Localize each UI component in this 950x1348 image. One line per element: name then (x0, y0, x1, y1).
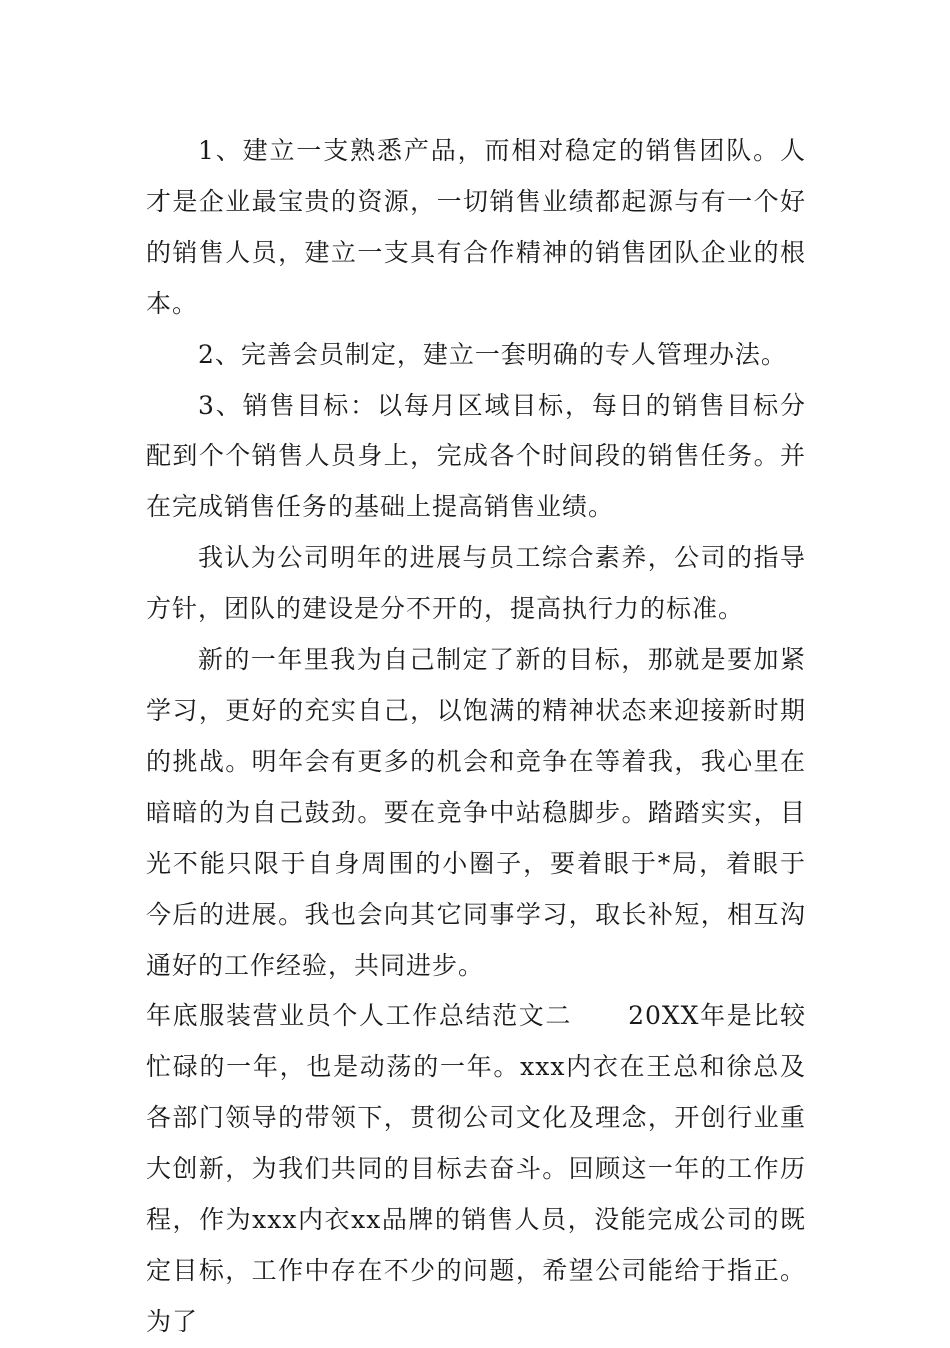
paragraph-new-year-goals: 新的一年里我为自己制定了新的目标，那就是要加紧学习，更好的充实自己，以饱满的精神状态来迎接新时期的挑战。明年会有更多的机会和竞争在等着我，我心里在暗暗的为自己鼓劲。要在竞争中站稳脚步。踏踏实实，目光不能只限于自身周围的小圈子，要着眼于*局，着眼于今后的进展。我也会向其它同事学习，取长补短，相互沟通好的工作经验，共同进步。 (146, 645, 806, 980)
paragraph-company-development: 我认为公司明年的进展与员工综合素养，公司的指导方针，团队的建设是分不开的，提高执行力的标准。 (146, 543, 806, 624)
section-title: 年底服装营业员个人工作总结范文二 (146, 1001, 573, 1031)
paragraph-sales-team: 1、建立一支熟悉产品，而相对稳定的销售团队。人才是企业最宝贵的资源，一切销售业绩都起源与有一个好的销售人员，建立一支具有合作精神的销售团队企业的根本。 (146, 136, 806, 318)
paragraph-membership: 2、完善会员制定，建立一套明确的专人管理办法。 (198, 339, 787, 369)
paragraph-section-two (146, 991, 806, 1347)
paragraph-sales-target: 3、销售目标：以每月区域目标，每日的销售目标分配到个个销售人员身上，完成各个时间段的销售任务。并在完成销售任务的基础上提高销售业绩。 (146, 390, 806, 522)
section-body: 20XX年是比较忙碌的一年，也是动荡的一年。xxx内衣在王总和徐总及各部门领导的带领下，贯彻公司文化及理念，开创行业重大创新，为我们共同的目标去奋斗。回顾这一年的工作历程，作为xxx内衣xx品牌的销售人员，没能完成公司的既定目标，工作中存在不少的问题，希望公司能给于指正。为了 (146, 1001, 806, 1336)
document-body (146, 126, 806, 1348)
